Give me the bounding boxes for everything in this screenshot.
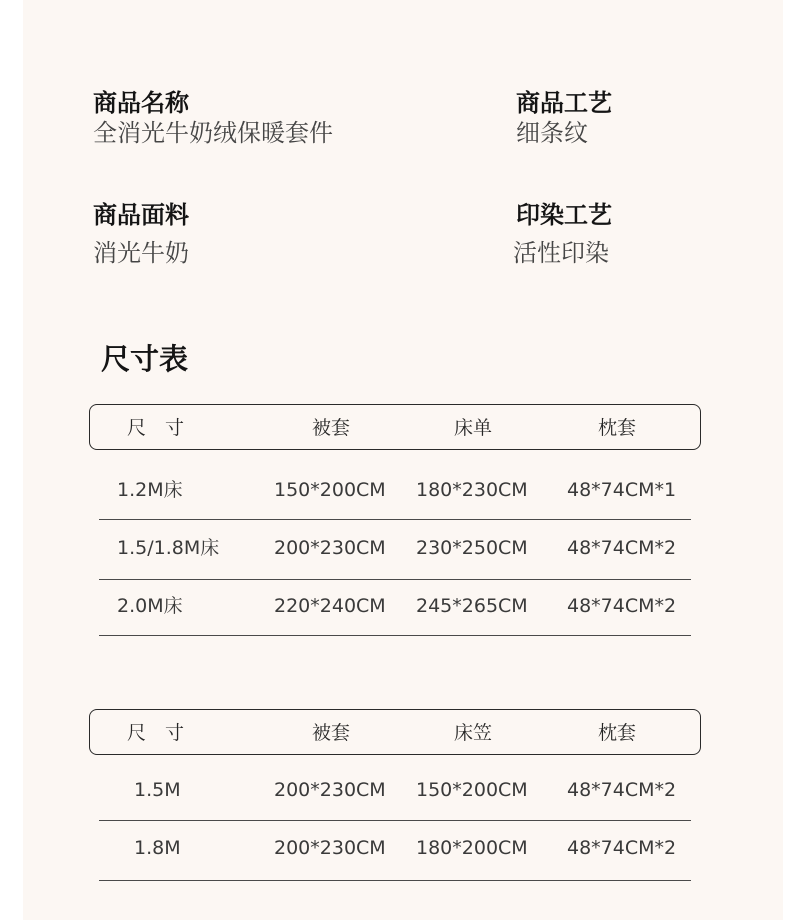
size-table-2 <box>89 709 701 881</box>
cell-duvet: 200*230CM <box>274 837 386 859</box>
cell-fitted-sheet: 180*200CM <box>416 837 528 859</box>
cell-size: 2.0M床 <box>117 595 183 617</box>
cell-duvet: 150*200CM <box>274 479 386 501</box>
cell-pillowcase: 48*74CM*2 <box>567 537 677 559</box>
info-label: 商品面料 <box>93 201 189 229</box>
cell-duvet: 200*230CM <box>274 537 386 559</box>
info-label: 商品名称 <box>93 89 189 117</box>
cell-duvet: 220*240CM <box>274 595 386 617</box>
info-label: 印染工艺 <box>516 201 612 229</box>
cell-sheet: 230*250CM <box>416 537 528 559</box>
info-value: 活性印染 <box>513 239 609 267</box>
header-pillowcase: 枕套 <box>598 722 637 744</box>
header-duvet: 被套 <box>312 417 351 439</box>
cell-duvet: 200*230CM <box>274 779 386 801</box>
cell-sheet: 245*265CM <box>416 595 528 617</box>
cell-pillowcase: 48*74CM*2 <box>567 837 677 859</box>
table-row <box>99 755 691 821</box>
header-fitted-sheet: 床笠 <box>454 722 493 744</box>
info-value: 消光牛奶 <box>93 239 189 267</box>
info-value: 细条纹 <box>516 119 588 147</box>
cell-fitted-sheet: 150*200CM <box>416 779 528 801</box>
table-header <box>89 709 701 755</box>
header-sheet: 床单 <box>454 417 493 439</box>
cell-size: 1.8M <box>134 837 181 859</box>
cell-pillowcase: 48*74CM*2 <box>567 779 677 801</box>
header-size: 尺 寸 <box>127 722 185 744</box>
table-row <box>99 520 691 580</box>
cell-size: 1.5M <box>134 779 181 801</box>
cell-pillowcase: 48*74CM*2 <box>567 595 677 617</box>
table-row <box>99 821 691 881</box>
info-value: 全消光牛奶绒保暖套件 <box>93 119 333 147</box>
cell-pillowcase: 48*74CM*1 <box>567 479 677 501</box>
header-pillowcase: 枕套 <box>598 417 637 439</box>
header-duvet: 被套 <box>312 722 351 744</box>
info-craft <box>516 88 612 148</box>
header-size: 尺 寸 <box>127 417 185 439</box>
info-product-name <box>93 88 333 148</box>
info-label: 商品工艺 <box>516 89 612 117</box>
info-dyeing <box>513 200 612 268</box>
table-row <box>99 580 691 636</box>
spec-sheet <box>23 0 783 920</box>
cell-size: 1.2M床 <box>117 479 183 501</box>
table-row <box>99 450 691 520</box>
cell-sheet: 180*230CM <box>416 479 528 501</box>
cell-size: 1.5/1.8M床 <box>117 537 220 559</box>
size-table-1 <box>89 404 701 636</box>
info-fabric <box>93 200 189 268</box>
table-header <box>89 404 701 450</box>
size-chart-title: 尺寸表 <box>101 342 189 376</box>
